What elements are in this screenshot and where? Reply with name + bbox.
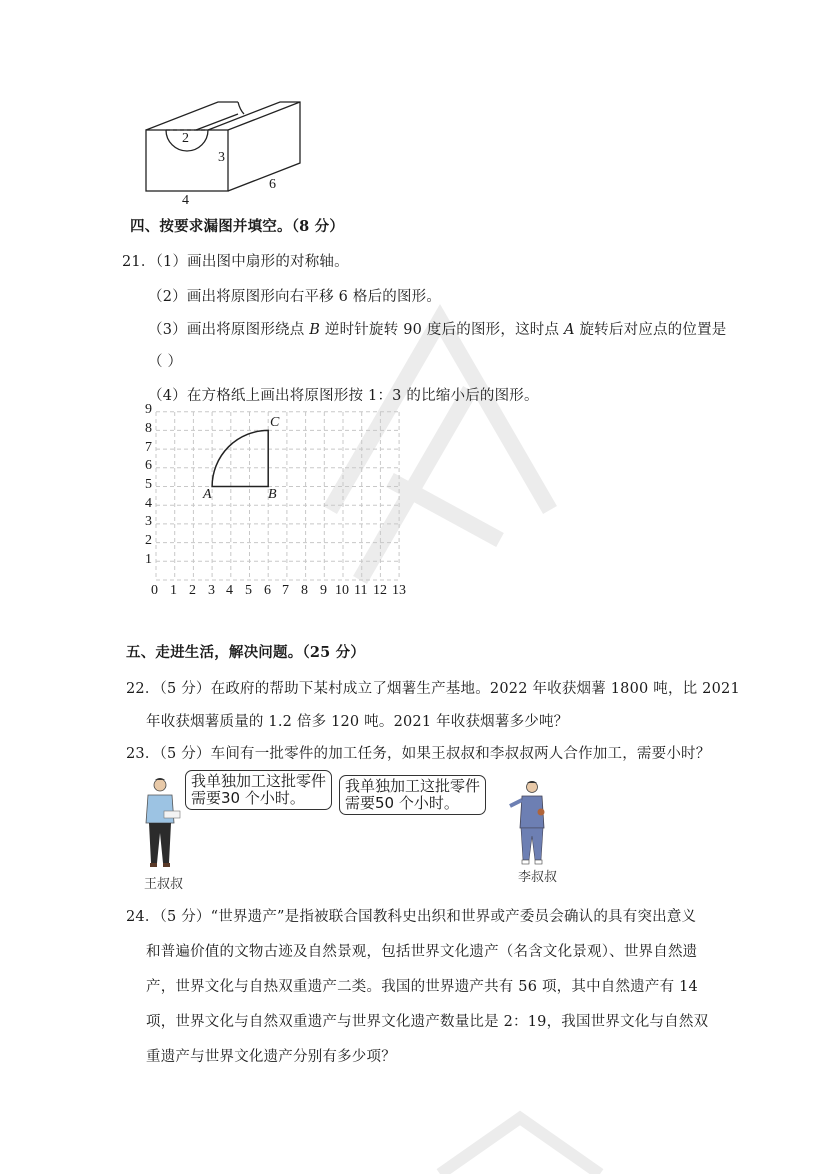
li-uncle-figure <box>508 778 553 868</box>
point-b-label: B <box>268 487 277 502</box>
wang-speech-bubble: 我单独加工这批零件 需要30 个小时。 <box>185 770 332 810</box>
prism-label-width: 4 <box>182 193 189 208</box>
q21-part3: （3）画出将原图形绕点 B 逆时针旋转 90 度后的图形，这时点 A 旋转后对应点的位置是 <box>148 322 727 338</box>
prism-figure <box>130 80 330 210</box>
q21-part1 <box>122 250 349 271</box>
wang-uncle-figure <box>142 775 187 871</box>
coordinate-grid[interactable] <box>150 405 410 590</box>
q21-part1-text: （1）画出图中扇形的对称轴。 <box>155 254 349 270</box>
q24-line2: 和普遍价值的文物古迹及自然景观，包括世界文化遗产（名含文化景观）、世界自然遗 <box>146 944 698 960</box>
watermark-bottom <box>420 1110 620 1174</box>
point-a-label: A <box>203 487 212 502</box>
sector-shape <box>212 430 268 486</box>
point-c-label: C <box>270 415 280 430</box>
q22-line2: 年收获烟薯质量的 1.2 倍多 120 吨。2021 年收获烟薯多少吨？ <box>146 714 569 730</box>
q21-part2: （2）画出将原图形向右平移 6 格后的图形。 <box>148 289 442 305</box>
q24-line3: 产，世界文化与自热双重遗产二类。我国的世界遗产共有 56 项，其中自然遗产有 14 <box>146 979 698 995</box>
section5-title: 五、走进生活，解决问题。（25 分） <box>126 644 366 661</box>
q21-answer-blank[interactable]: （ ） <box>148 354 183 370</box>
q24-line4: 项，世界文化与自然双重遗产与世界文化遗产数量比是 2：19，我国世界文化与自然双 <box>146 1014 709 1030</box>
prism-label-diameter: 2 <box>182 131 189 146</box>
q24-line5: 重遗产与世界文化遗产分别有多少项？ <box>146 1049 396 1065</box>
section4-title: 四、按要求漏图并填空。（8 分） <box>130 218 345 235</box>
q23-line1: 23．（5 分）车间有一批零件的加工任务，如果王叔叔和李叔叔两人合作加工，需要小时？ <box>126 746 711 762</box>
wang-uncle-name: 王叔叔 <box>144 877 184 892</box>
q21-number: 21． <box>122 254 156 270</box>
q22-line1: 22．（5 分）在政府的帮助下某村成立了烟薯生产基地。2022 年收获烟薯 1800 吨，比 2021 <box>126 681 740 697</box>
point-a-ref: A <box>563 322 575 338</box>
prism-label-height: 3 <box>218 150 225 165</box>
point-b-ref: B <box>309 322 321 338</box>
li-speech-bubble: 我单独加工这批零件 需要50 个小时。 <box>339 775 486 815</box>
li-uncle-name: 李叔叔 <box>518 870 558 885</box>
q24-line1: 24．（5 分）“世界遗产”是指被联合国教科史出织和世界或产委员会确认的具有突出意义 <box>126 909 697 925</box>
q21-part4: （4）在方格纸上画出将原图形按 1：3 的比缩小后的图形。 <box>148 388 539 404</box>
prism-label-length: 6 <box>269 177 276 192</box>
